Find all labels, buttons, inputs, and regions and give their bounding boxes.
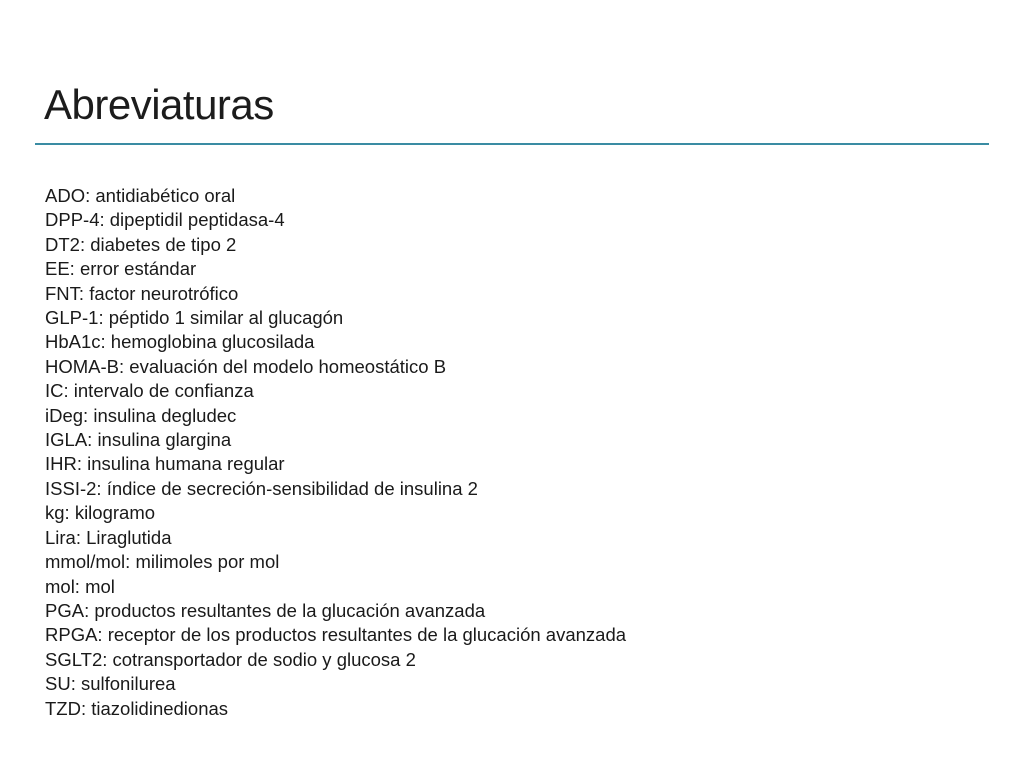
abbreviation-item: SGLT2: cotransportador de sodio y glucosa 2	[45, 648, 416, 670]
title-divider	[35, 143, 989, 145]
abbreviation-item: iDeg: insulina degludec	[45, 404, 237, 426]
abbreviation-item: HbA1c: hemoglobina glucosilada	[45, 331, 315, 353]
abbreviation-list	[45, 184, 626, 721]
abbreviation-item: FNT: factor neurotrófico	[45, 282, 239, 304]
abbreviation-item: DPP-4: dipeptidil peptidasa-4	[45, 209, 285, 231]
abbreviation-item: PGA: productos resultantes de la glucación avanzada	[45, 599, 486, 621]
abbreviation-item: DT2: diabetes de tipo 2	[45, 233, 237, 255]
abbreviation-item: ISSI-2: índice de secreción-sensibilidad de insulina 2	[45, 477, 478, 499]
abbreviation-item: RPGA: receptor de los productos resultantes de la glucación avanzada	[45, 624, 627, 646]
abbreviation-item: EE: error estándar	[45, 258, 197, 280]
abbreviation-item: TZD: tiazolidinedionas	[45, 697, 229, 719]
abbreviation-item: IHR: insulina humana regular	[45, 453, 285, 475]
abbreviation-item: SU: sulfonilurea	[45, 673, 176, 695]
abbreviation-item: Lira: Liraglutida	[45, 526, 172, 548]
slide-title: Abreviaturas	[44, 81, 274, 128]
abbreviation-item: GLP-1: péptido 1 similar al glucagón	[45, 307, 344, 329]
abbreviation-item: IGLA: insulina glargina	[45, 429, 232, 451]
abbreviation-item: mol: mol	[45, 575, 115, 597]
abbreviation-item: HOMA-B: evaluación del modelo homeostático B	[45, 355, 447, 377]
abbreviation-item: kg: kilogramo	[45, 502, 156, 524]
abbreviation-item: IC: intervalo de confianza	[45, 380, 254, 402]
abbreviation-item: ADO: antidiabético oral	[45, 185, 236, 206]
abbreviation-item: mmol/mol: milimoles por mol	[45, 551, 280, 573]
